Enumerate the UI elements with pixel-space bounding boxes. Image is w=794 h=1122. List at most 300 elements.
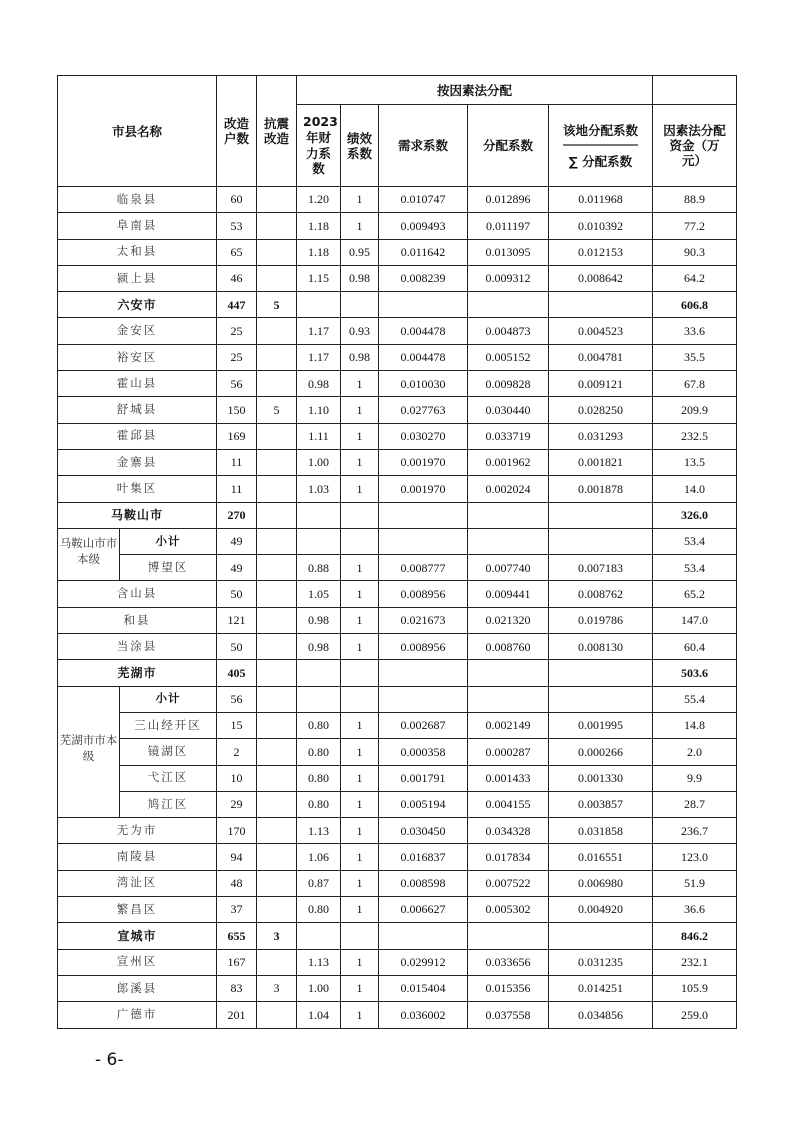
header-fiscal-text: 2023年财力系数 [303,114,338,177]
table-row [58,449,737,475]
cell-households: 56 [217,371,257,397]
row-name: 金安区 [58,318,217,344]
cell-alloc: 0.000287 [468,739,549,765]
cell-funds: 503.6 [653,660,737,686]
table-row [58,476,737,502]
cell-perf: 1 [341,765,379,791]
cell-funds: 60.4 [653,634,737,660]
cell-local: 0.003857 [549,791,653,817]
cell-demand: 0.004478 [379,318,468,344]
cell-alloc: 0.007740 [468,555,549,581]
cell-perf [341,528,379,554]
cell-alloc: 0.005152 [468,344,549,370]
row-name: 和县 [58,607,217,633]
cell-local [549,686,653,712]
header-blank [653,76,737,105]
cell-fiscal: 0.88 [297,555,341,581]
cell-alloc: 0.005302 [468,897,549,923]
header-quake [257,76,297,187]
cell-households: 11 [217,476,257,502]
cell-quake [257,897,297,923]
table-row [58,1002,737,1028]
cell-demand: 0.036002 [379,1002,468,1028]
cell-demand: 0.008239 [379,265,468,291]
cell-local: 0.014251 [549,975,653,1001]
cell-quake [257,423,297,449]
table-row [58,765,737,791]
cell-households: 447 [217,292,257,318]
cell-households: 11 [217,449,257,475]
cell-households: 56 [217,686,257,712]
cell-funds: 90.3 [653,239,737,265]
cell-funds: 232.1 [653,949,737,975]
cell-funds: 77.2 [653,213,737,239]
cell-local: 0.031235 [549,949,653,975]
cell-quake [257,1002,297,1028]
table-row [58,712,737,738]
cell-demand: 0.001970 [379,449,468,475]
row-name: 马鞍山市 [58,502,217,528]
cell-local: 0.031293 [549,423,653,449]
cell-quake [257,476,297,502]
cell-fiscal: 1.20 [297,187,341,213]
row-name: 宣州区 [58,949,217,975]
header-perf [341,105,379,187]
cell-households: 48 [217,870,257,896]
cell-funds: 123.0 [653,844,737,870]
cell-demand [379,923,468,949]
cell-perf: 0.93 [341,318,379,344]
cell-fiscal: 1.05 [297,581,341,607]
header-local [549,105,653,187]
cell-local [549,528,653,554]
cell-alloc: 0.015356 [468,975,549,1001]
row-name: 湾沚区 [58,870,217,896]
cell-households: 170 [217,818,257,844]
cell-alloc: 0.033719 [468,423,549,449]
cell-local: 0.008642 [549,265,653,291]
cell-perf: 1 [341,213,379,239]
cell-local: 0.031858 [549,818,653,844]
cell-fiscal: 0.80 [297,765,341,791]
cell-households: 15 [217,712,257,738]
header-demand: 需求系数 [379,105,468,187]
cell-alloc [468,292,549,318]
cell-fiscal: 0.80 [297,897,341,923]
row-name: 颍上县 [58,265,217,291]
cell-alloc: 0.001962 [468,449,549,475]
cell-households: 60 [217,187,257,213]
cell-local: 0.011968 [549,187,653,213]
cell-alloc: 0.013095 [468,239,549,265]
row-name: 阜南县 [58,213,217,239]
cell-fiscal [297,528,341,554]
cell-quake [257,791,297,817]
cell-demand: 0.005194 [379,791,468,817]
cell-perf: 1 [341,371,379,397]
cell-demand [379,686,468,712]
cell-perf: 1 [341,1002,379,1028]
cell-fiscal: 1.18 [297,239,341,265]
cell-funds: 2.0 [653,739,737,765]
table-row [58,423,737,449]
header-quake-text: 抗震改造 [264,116,290,146]
table-row [58,634,737,660]
cell-perf: 1 [341,476,379,502]
cell-perf: 1 [341,607,379,633]
row-name: 叶集区 [58,476,217,502]
cell-alloc [468,660,549,686]
cell-demand: 0.030270 [379,423,468,449]
cell-households: 49 [217,555,257,581]
cell-funds: 35.5 [653,344,737,370]
cell-fiscal: 1.04 [297,1002,341,1028]
row-name: 小计 [120,686,217,712]
cell-alloc: 0.008760 [468,634,549,660]
header-fiscal [297,105,341,187]
header-households [217,76,257,187]
cell-perf: 1 [341,397,379,423]
cell-local: 0.034856 [549,1002,653,1028]
cell-perf [341,660,379,686]
cell-quake [257,634,297,660]
row-name: 霍山县 [58,371,217,397]
cell-demand: 0.006627 [379,897,468,923]
cell-funds: 259.0 [653,1002,737,1028]
cell-perf: 1 [341,423,379,449]
cell-perf: 1 [341,581,379,607]
cell-quake [257,239,297,265]
cell-fiscal: 0.98 [297,607,341,633]
cell-perf [341,292,379,318]
cell-alloc: 0.009312 [468,265,549,291]
table-row [58,581,737,607]
cell-funds: 9.9 [653,765,737,791]
cell-funds: 105.9 [653,975,737,1001]
cell-fiscal: 1.17 [297,318,341,344]
cell-demand: 0.016837 [379,844,468,870]
cell-perf: 1 [341,634,379,660]
cell-demand [379,292,468,318]
cell-quake [257,555,297,581]
cell-alloc [468,528,549,554]
cell-perf: 1 [341,449,379,475]
cell-local: 0.019786 [549,607,653,633]
cell-demand: 0.008956 [379,634,468,660]
row-name: 无为市 [58,818,217,844]
cell-quake [257,660,297,686]
cell-funds: 846.2 [653,923,737,949]
cell-perf: 0.98 [341,344,379,370]
row-name: 宣城市 [58,923,217,949]
cell-alloc: 0.009828 [468,371,549,397]
cell-households: 83 [217,975,257,1001]
cell-fiscal: 1.11 [297,423,341,449]
cell-demand: 0.010747 [379,187,468,213]
cell-fiscal: 1.15 [297,265,341,291]
cell-alloc: 0.033656 [468,949,549,975]
table-row [58,555,737,581]
cell-local: 0.004523 [549,318,653,344]
cell-funds: 64.2 [653,265,737,291]
cell-quake: 3 [257,975,297,1001]
table-row [58,818,737,844]
cell-alloc: 0.004873 [468,318,549,344]
cell-funds: 36.6 [653,897,737,923]
cell-quake [257,318,297,344]
cell-alloc: 0.030440 [468,397,549,423]
cell-funds: 606.8 [653,292,737,318]
table-row [58,528,737,554]
cell-funds: 67.8 [653,371,737,397]
cell-quake [257,528,297,554]
cell-local [549,660,653,686]
cell-quake [257,949,297,975]
table-row [58,187,737,213]
cell-fiscal [297,660,341,686]
cell-households: 29 [217,791,257,817]
cell-fiscal: 1.00 [297,449,341,475]
row-name: 小计 [120,528,217,554]
cell-demand: 0.009493 [379,213,468,239]
cell-perf: 1 [341,844,379,870]
table-row [58,686,737,712]
cell-demand: 0.004478 [379,344,468,370]
cell-perf: 0.95 [341,239,379,265]
cell-demand: 0.008777 [379,555,468,581]
cell-funds: 53.4 [653,528,737,554]
row-name: 太和县 [58,239,217,265]
cell-perf: 0.98 [341,265,379,291]
table-row [58,318,737,344]
cell-households: 10 [217,765,257,791]
cell-local [549,502,653,528]
cell-alloc: 0.021320 [468,607,549,633]
cell-fiscal: 1.03 [297,476,341,502]
cell-fiscal: 1.13 [297,949,341,975]
cell-perf: 1 [341,791,379,817]
cell-alloc: 0.017834 [468,844,549,870]
cell-fiscal: 0.87 [297,870,341,896]
cell-local: 0.004920 [549,897,653,923]
cell-perf [341,686,379,712]
cell-households: 37 [217,897,257,923]
cell-alloc: 0.011197 [468,213,549,239]
cell-fiscal: 1.13 [297,818,341,844]
page-number: - 6- [95,1050,124,1070]
cell-perf: 1 [341,897,379,923]
cell-alloc: 0.037558 [468,1002,549,1028]
cell-fiscal [297,686,341,712]
cell-demand: 0.015404 [379,975,468,1001]
group-label: 马鞍山市市本级 [58,528,120,581]
row-name: 博望区 [120,555,217,581]
table-row [58,923,737,949]
cell-households: 150 [217,397,257,423]
cell-households: 270 [217,502,257,528]
header-households-text: 改造户数 [224,116,250,146]
cell-funds: 326.0 [653,502,737,528]
cell-local: 0.001821 [549,449,653,475]
row-name: 舒城县 [58,397,217,423]
row-name: 临泉县 [58,187,217,213]
cell-funds: 209.9 [653,397,737,423]
row-name: 广德市 [58,1002,217,1028]
cell-perf [341,923,379,949]
header-funds-text: 因素法分配资金（万元） [663,123,726,168]
cell-households: 169 [217,423,257,449]
row-name: 裕安区 [58,344,217,370]
cell-alloc [468,686,549,712]
row-name: 南陵县 [58,844,217,870]
cell-households: 25 [217,344,257,370]
cell-quake [257,712,297,738]
cell-fiscal [297,292,341,318]
header-alloc: 分配系数 [468,105,549,187]
cell-fiscal: 1.00 [297,975,341,1001]
cell-demand: 0.021673 [379,607,468,633]
cell-quake [257,344,297,370]
table-row [58,371,737,397]
table-row [58,397,737,423]
table-row [58,897,737,923]
cell-perf: 1 [341,975,379,1001]
cell-alloc: 0.009441 [468,581,549,607]
cell-quake [257,371,297,397]
cell-funds: 28.7 [653,791,737,817]
cell-households: 50 [217,634,257,660]
table-row [58,844,737,870]
cell-funds: 53.4 [653,555,737,581]
table-row [58,870,737,896]
cell-alloc: 0.007522 [468,870,549,896]
cell-local: 0.000266 [549,739,653,765]
cell-quake [257,739,297,765]
group-label: 芜湖市市本级 [58,686,120,817]
cell-perf: 1 [341,187,379,213]
cell-demand: 0.001970 [379,476,468,502]
cell-demand: 0.011642 [379,239,468,265]
cell-households: 25 [217,318,257,344]
cell-fiscal [297,923,341,949]
cell-demand: 0.001791 [379,765,468,791]
row-name: 芜湖市 [58,660,217,686]
cell-perf: 1 [341,949,379,975]
cell-funds: 13.5 [653,449,737,475]
table-row [58,660,737,686]
cell-demand: 0.027763 [379,397,468,423]
cell-local: 0.016551 [549,844,653,870]
cell-local: 0.007183 [549,555,653,581]
cell-households: 121 [217,607,257,633]
table-row [58,239,737,265]
cell-households: 655 [217,923,257,949]
cell-local: 0.004781 [549,344,653,370]
cell-demand: 0.002687 [379,712,468,738]
cell-fiscal: 1.06 [297,844,341,870]
cell-households: 65 [217,239,257,265]
cell-local: 0.008130 [549,634,653,660]
cell-fiscal: 0.80 [297,739,341,765]
cell-households: 53 [217,213,257,239]
cell-households: 405 [217,660,257,686]
cell-funds: 33.6 [653,318,737,344]
cell-fiscal: 1.10 [297,397,341,423]
cell-alloc [468,923,549,949]
row-name: 金寨县 [58,449,217,475]
cell-households: 2 [217,739,257,765]
cell-households: 46 [217,265,257,291]
cell-households: 167 [217,949,257,975]
table-row [58,292,737,318]
cell-quake [257,581,297,607]
cell-fiscal: 1.18 [297,213,341,239]
table-row [58,265,737,291]
cell-quake [257,187,297,213]
cell-alloc: 0.004155 [468,791,549,817]
cell-fiscal: 0.98 [297,371,341,397]
row-name: 郎溪县 [58,975,217,1001]
cell-quake: 5 [257,292,297,318]
cell-perf: 1 [341,870,379,896]
cell-alloc: 0.012896 [468,187,549,213]
cell-quake: 5 [257,397,297,423]
cell-perf: 1 [341,555,379,581]
cell-quake [257,765,297,791]
header-perf-text: 绩效系数 [347,130,373,161]
cell-funds: 232.5 [653,423,737,449]
cell-quake: 3 [257,923,297,949]
cell-quake [257,502,297,528]
cell-demand: 0.000358 [379,739,468,765]
cell-quake [257,818,297,844]
cell-fiscal [297,502,341,528]
header-local-denominator: ∑ 分配系数 [568,153,633,169]
cell-funds: 65.2 [653,581,737,607]
cell-alloc: 0.002024 [468,476,549,502]
table-row [58,739,737,765]
cell-quake [257,870,297,896]
allocation-table [57,75,737,1029]
cell-demand: 0.029912 [379,949,468,975]
cell-quake [257,844,297,870]
row-name: 六安市 [58,292,217,318]
cell-alloc: 0.002149 [468,712,549,738]
cell-fiscal: 0.98 [297,634,341,660]
cell-local: 0.006980 [549,870,653,896]
table-row [58,975,737,1001]
row-name: 三山经开区 [120,712,217,738]
cell-fiscal: 1.17 [297,344,341,370]
cell-local: 0.008762 [549,581,653,607]
cell-local: 0.012153 [549,239,653,265]
cell-alloc: 0.001433 [468,765,549,791]
cell-demand: 0.008598 [379,870,468,896]
cell-fiscal: 0.80 [297,712,341,738]
row-name: 当涂县 [58,634,217,660]
cell-demand: 0.030450 [379,818,468,844]
cell-funds: 51.9 [653,870,737,896]
row-name: 鸠江区 [120,791,217,817]
cell-funds: 236.7 [653,818,737,844]
row-name: 霍邱县 [58,423,217,449]
header-name: 市县名称 [58,76,217,187]
cell-demand: 0.010030 [379,371,468,397]
table-row [58,213,737,239]
cell-local: 0.009121 [549,371,653,397]
table-row [58,949,737,975]
table-row [58,344,737,370]
